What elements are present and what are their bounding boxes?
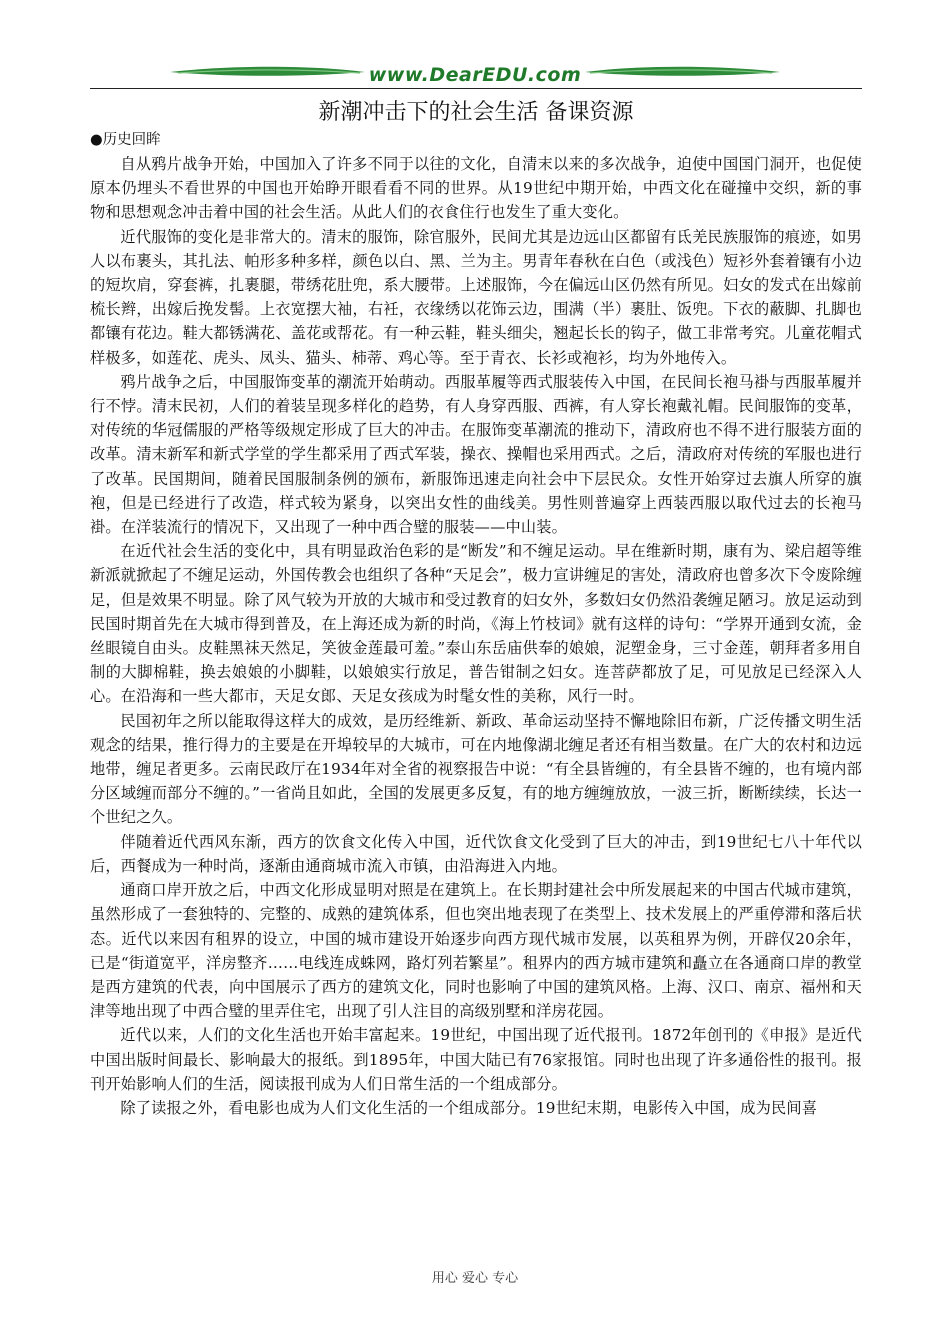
paragraph: 在近代社会生活的变化中，具有明显政治色彩的是“断发”和不缠足运动。早在维新时期，康有为、梁启超等维新派就掀起了不缠足运动，外国传教会也组织了各种“天足会”，极力宣讲缠足的害处，清政府也曾多次下令废除缠足，但是效果不明显。除了风气较为开放的大城市和受过教育的妇女外，多数妇女仍然沿袭缠足陋习。放足运动到民国时期首先在大城市得到普及，在上海还成为新的时尚，《海上竹枝词》就有这样的诗句：“学界开通到女流，金丝眼镜自由头。皮鞋黑袜天然足，笑彼金莲最可羞。”泰山东岳庙供奉的娘娘，泥塑金身，三寸金莲，朝拜者多用自制的大脚棉鞋，换去娘娘的小脚鞋，以娘娘实行放足，普告钳制之妇女。连菩萨都放了足，可见放足已经深入人心。在沿海和一些大都市，天足女郎、天足女孩成为时髦女性的美称，风行一时。 bbox=[90, 542, 862, 706]
header-divider bbox=[90, 88, 862, 89]
paragraph: 近代以来，人们的文化生活也开始丰富起来。19世纪，中国出现了近代报刊。1872年创刊的《申报》是近代中国出版时间最长、影响最大的报纸。到1895年，中国大陆已有76家报馆。同时也出现了许多通俗性的报刊。报刊开始影响人们的生活，阅读报刊成为人们日常生活的一个组成部分。 bbox=[90, 1026, 862, 1093]
paragraph: 伴随着近代西风东渐，西方的饮食文化传入中国，近代饮食文化受到了巨大的冲击，到19世纪七八十年代以后，西餐成为一种时尚，逐渐由通商城市流入市镇，由沿海进入内地。 bbox=[90, 832, 862, 875]
site-logo-text[interactable]: www.DearEDU.com bbox=[368, 64, 582, 86]
article-body bbox=[90, 152, 862, 1120]
paragraph: 通商口岸开放之后，中西文化形成显明对照是在建筑上。在长期封建社会中所发展起来的中国古代城市建筑，虽然形成了一套独特的、完整的、成熟的建筑体系，但也突出地表现了在类型上、技术发展上的严重停滞和落后状态。近代以来因有租界的设立，中国的城市建设开始逐步向西方现代城市发展，以英租界为例，开辟仅20余年，已是“街道宽平，洋房整齐……电线连成蛛网，路灯列若繁星”。租界内的西方城市建筑和矗立在各通商口岸的教堂是西方建筑的代表，向中国展示了西方的建筑文化，同时也影响了中国的建筑风格。上海、汉口、南京、福州和天津等地出现了中西合璧的里弄住宅，出现了引人注目的高级别墅和洋房花园。 bbox=[90, 881, 862, 1021]
paragraph: 民国初年之所以能取得这样大的成效，是历经维新、新政、革命运动坚持不懈地除旧布新，广泛传播文明生活观念的结果，推行得力的主要是在开埠较早的大城市，可在内地像湖北缠足者还有相当数量。在广大的农村和边远地带，缠足者更多。云南民政厅在1934年对全省的视察报告中说：“有全县皆缠的，有全县皆不缠的，也有境内部分区域缠而部分不缠的。”一省尚且如此，全国的发展更多反复，有的地方缠缠放放，一波三折，断断续续，长达一个世纪之久。 bbox=[90, 711, 862, 827]
paragraph: 自从鸦片战争开始，中国加入了许多不同于以往的文化，自清末以来的多次战争，迫使中国国门洞开，也促使原本仍埋头不看世界的中国也开始睁开眼看看不同的世界。从19世纪中期开始，中西文化在碰撞中交织，新的事物和思想观念冲击着中国的社会生活。从此人们的衣食住行也发生了重大变化。 bbox=[90, 155, 862, 222]
paragraph: 近代服饰的变化是非常大的。清末的服饰，除官服外，民间尤其是边远山区都留有氐羌民族服饰的痕迹，如男人以布裹头，其扎法、帕形多种多样，颜色以白、黑、兰为主。男青年春秋在白色（或浅色）短衫外套着镶有小边的短坎肩，穿套裤，扎裹腿，带绣花肚兜，系大腰带。上述服饰，今在偏远山区仍然有所见。妇女的发式在出嫁前梳长辫，出嫁后挽发髻。上衣宽摆大袖，右衽，衣缘绣以花饰云边，围满（半）裹肚、饭兜。下衣的蔽脚、扎脚也都镶有花边。鞋大都锈满花、盖花或帮花。有一种云鞋，鞋头细尖，翘起长长的钩子，做工非常考究。儿童花帽式样极多，如莲花、虎头、凤头、猫头、柿蒂、鸡心等。至于青衣、长衫或袍衫，均为外地传入。 bbox=[90, 227, 862, 367]
paragraph: 鸦片战争之后，中国服饰变革的潮流开始萌动。西服革履等西式服装传入中国，在民间长袍马褂与西服革履并行不悖。清末民初，人们的着装呈现多样化的趋势，有人身穿西服、西裤，有人穿长袍戴礼帽。民间服饰的变革，对传统的华冠儒服的严格等级规定形成了巨大的冲击。在服饰变革潮流的推动下，清政府也不得不进行服装方面的改革。清末新军和新式学堂的学生都采用了西式军装，操衣、操帽也采用西式。之后，清政府对传统的军服也进行了改革。民国期间，随着民国服制条例的颁布，新服饰迅速走向社会中下层民众。女性开始穿过去旗人所穿的旗袍，但是已经进行了改造，样式较为紧身，以突出女性的曲线美。男性则普遍穿上西装西服以取代过去的长袍马褂。在洋装流行的情况下，又出现了一种中西合璧的服装——中山装。 bbox=[90, 372, 862, 537]
paragraph: 除了读报之外，看电影也成为人们文化生活的一个组成部分。19世纪末期，电影传入中国，成为民间喜 bbox=[120, 1098, 818, 1117]
page-footer: 用心 爱心 专心 bbox=[431, 1271, 519, 1286]
page-title: 新潮冲击下的社会生活 备课资源 bbox=[318, 100, 634, 125]
section-heading: ●历史回眸 bbox=[90, 132, 161, 148]
site-header bbox=[90, 60, 860, 90]
